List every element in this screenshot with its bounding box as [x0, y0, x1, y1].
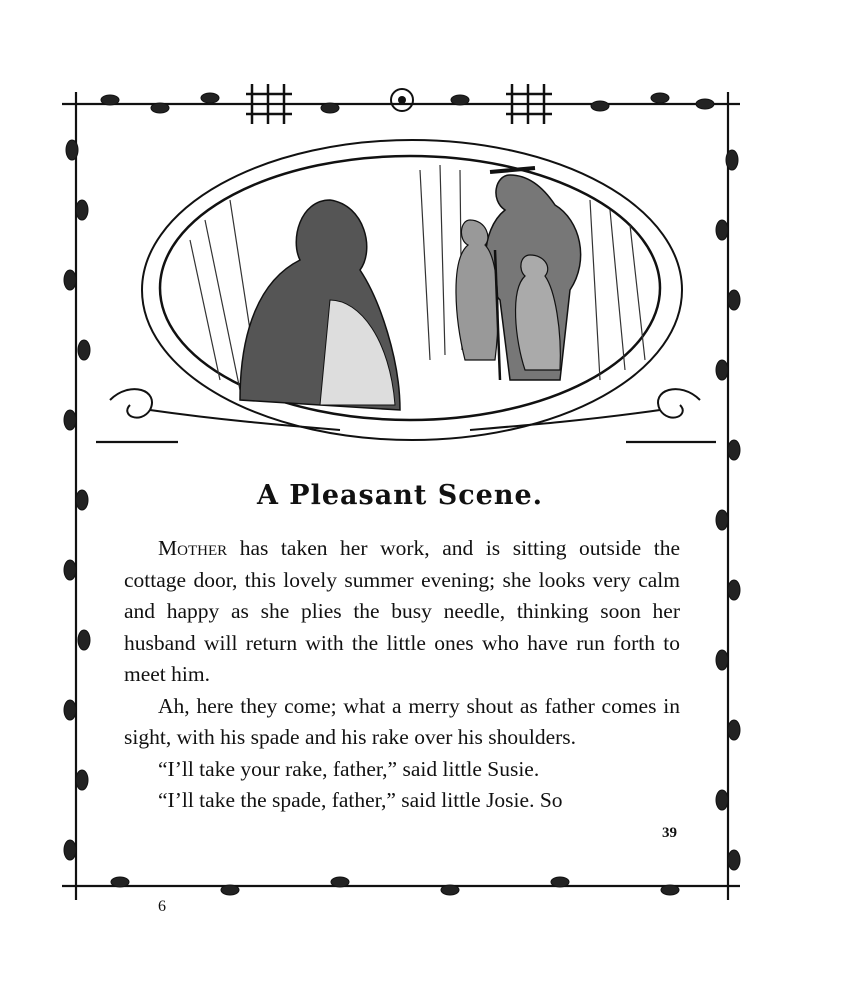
folio-number: 39	[662, 825, 677, 841]
cottage-scene-illustration	[142, 140, 682, 440]
page-number: 6	[158, 898, 166, 915]
paragraph-3: “I’ll take your rake, father,” said little Susie.	[158, 756, 540, 781]
trellis-ornament-left	[246, 84, 292, 124]
body-text	[124, 533, 680, 817]
paragraph-4: “I’ll take the spade, father,” said little Josie. So	[158, 788, 563, 812]
paragraph-1-text: has taken her work, and is sitting outside the cottage door, this lovely summer evening; she looks very calm and happy as she plies the busy needle, thinking soon her husband will return with the little ones who have run forth to meet him.	[124, 536, 680, 686]
rosette-ornament	[391, 89, 413, 111]
drop-word: Mother	[158, 536, 228, 560]
paragraph-2: Ah, here they come; what a merry shout as father comes in sight, with his spade and his rake over his shoulders.	[124, 693, 680, 749]
paragraph-1	[124, 533, 680, 691]
chapter-title: A Pleasant Scene.	[256, 480, 544, 511]
trellis-ornament-right	[506, 84, 552, 124]
